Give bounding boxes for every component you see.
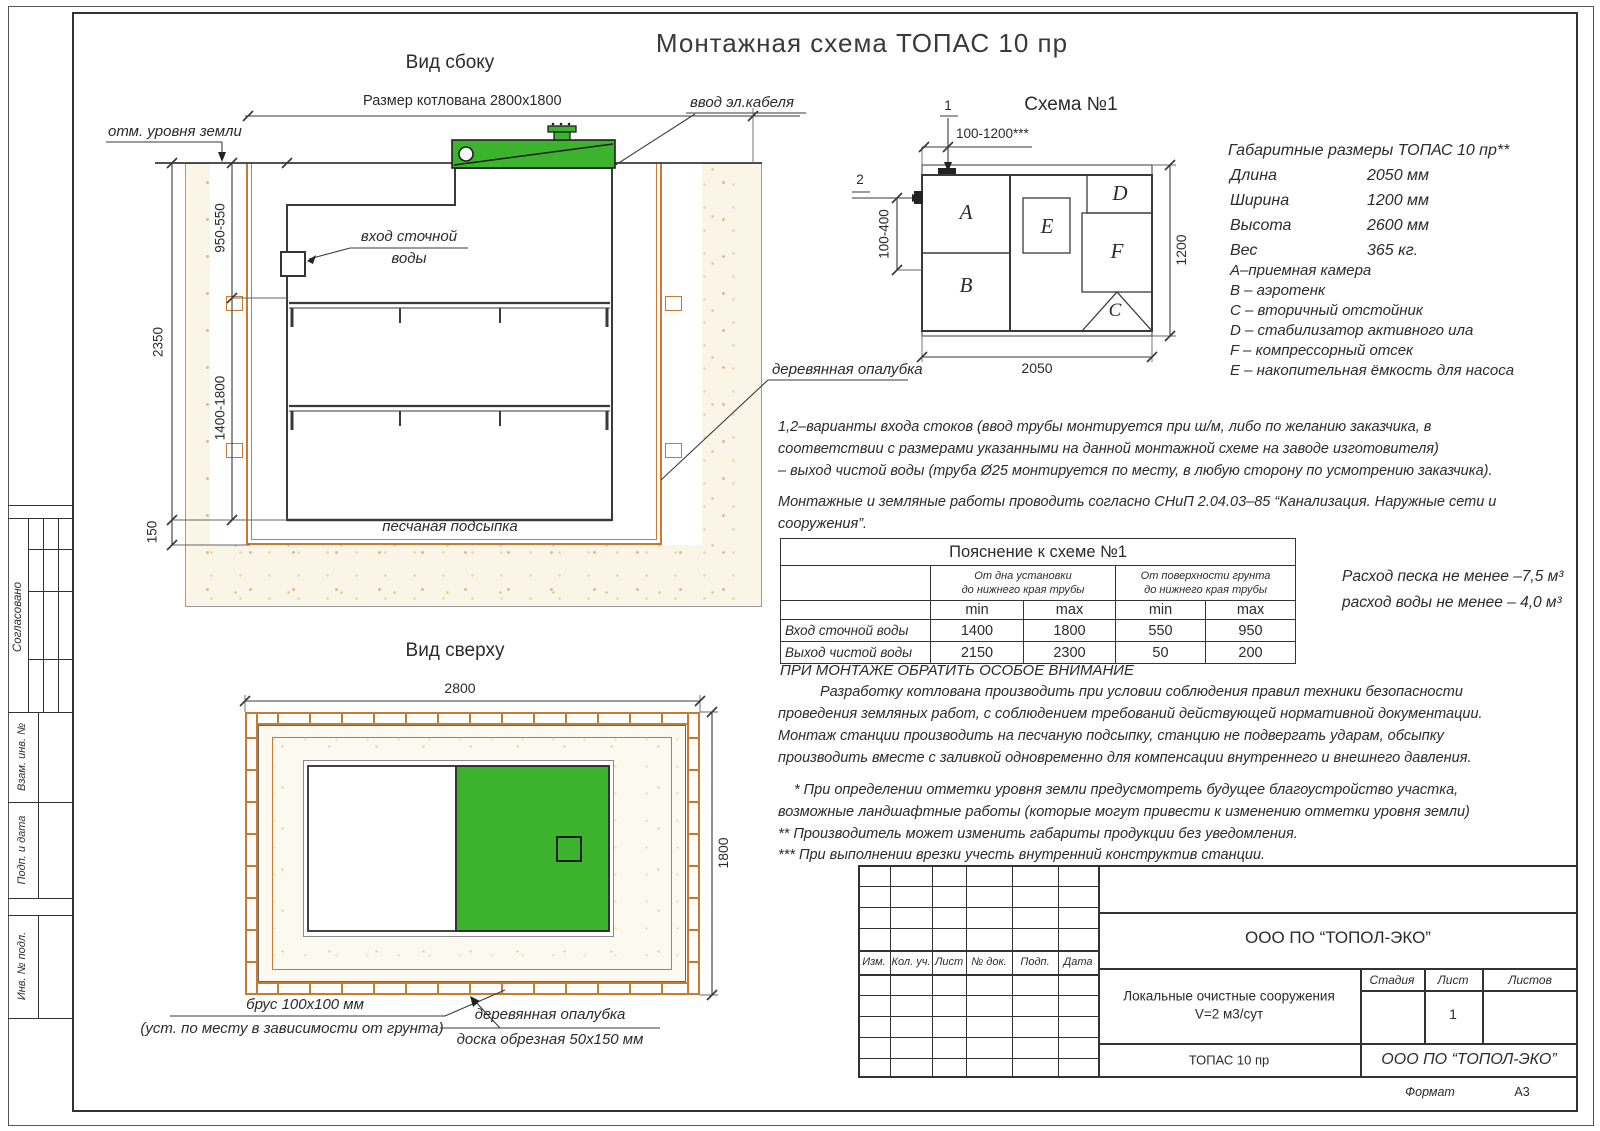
sand-consumption: Расход песка не менее –7,5 м³	[1342, 568, 1564, 585]
snip-line-2: сооружения”.	[778, 516, 868, 532]
beam-label-1: брус 100x100 мм	[246, 996, 364, 1013]
compartment-b: B	[959, 273, 973, 297]
tb-company-2: ООО ПО “ТОПОЛ-ЭКО”	[1381, 1051, 1557, 1068]
table-group1-header: От дна установки до нижнего края трубы	[931, 566, 1116, 601]
schema1-dim-top: 100-1200***	[956, 126, 1029, 141]
spec-value-length: 2050 мм	[1367, 167, 1429, 184]
tb-col-kol: Кол. уч.	[891, 956, 931, 968]
sidebar-label-vzam: Взам. инв. №	[16, 722, 28, 792]
formwork-label-top-2: доска обрезная 50x150 мм	[456, 1031, 644, 1048]
tb-col-podp: Подп.	[1020, 956, 1050, 968]
compartment-f: F	[1110, 239, 1124, 263]
attention-heading: ПРИ МОНТАЖЕ ОБРАТИТЬ ОСОБОЕ ВНИМАНИЕ	[780, 662, 1135, 679]
topview-dim-height: 1800	[715, 837, 731, 869]
tb-sheet-number: 1	[1449, 1006, 1457, 1022]
schema1-marker-2: 2	[856, 172, 864, 187]
sidebar-label-podp: Подп. и дата	[16, 815, 28, 885]
attention-line-3: Монтаж станции производить на песчаную подсыпку, станцию не подвергать ударам, обсыпку	[778, 728, 1444, 744]
compartment-d: D	[1112, 181, 1128, 205]
compartment-e: E	[1040, 214, 1054, 238]
tb-object-1: Локальные очистные сооружения	[1123, 988, 1335, 1004]
dim-950-550: 950-550	[212, 203, 228, 253]
spec-value-height: 2600 мм	[1367, 217, 1429, 234]
sidebar-label-agreed: Согласовано	[12, 581, 24, 653]
pit-size-label: Размер котлована 2800x1800	[363, 93, 562, 109]
tb-product: ТОПАС 10 пр	[1188, 1052, 1270, 1068]
legend-c: С – вторичный отстойник	[1230, 302, 1423, 319]
spec-label-height: Высота	[1230, 217, 1292, 234]
cable-entry-label: ввод эл.кабеля	[690, 94, 794, 111]
dim-150: 150	[144, 520, 160, 544]
sand-bed-label: песчаная подсыпка	[382, 518, 518, 535]
legend-f: F – компрессорный отсек	[1230, 342, 1414, 359]
tb-stage: Стадия	[1369, 973, 1415, 987]
legend-b: В – аэротенк	[1230, 282, 1326, 299]
spec-value-width: 1200 мм	[1367, 192, 1429, 209]
tb-sheets: Листов	[1508, 973, 1552, 987]
beam-label-2: (уст. по месту в зависимости от грунта)	[140, 1020, 444, 1037]
explanation-table	[780, 538, 1296, 664]
table-corner-cell	[781, 566, 931, 601]
attention-line-2: проведения земляных работ, с соблюдением требований действующей нормативной документации.	[778, 706, 1483, 722]
ground-level-label: отм. уровня земли	[108, 123, 242, 140]
dim-1400-1800: 1400-1800	[212, 375, 228, 441]
table-min2: min	[1116, 601, 1206, 620]
table-min1: min	[931, 601, 1024, 620]
spec-label-length: Длина	[1230, 167, 1277, 184]
spec-label-width: Ширина	[1230, 192, 1290, 209]
compartment-a: A	[959, 200, 973, 224]
sidebar-label-inv: Инв. № подл.	[16, 931, 28, 1001]
table-max1: max	[1024, 601, 1116, 620]
specs-heading: Габаритные размеры ТОПАС 10 пр**	[1228, 142, 1510, 159]
variants-line-3: – выход чистой воды (труба Ø25 монтируется по месту, в любую сторону по усмотрению заказчика).	[778, 463, 1493, 479]
tb-object-2: V=2 м3/сут	[1194, 1006, 1264, 1022]
footnote-3: *** При выполнении врезки учесть внутренний конструктив станции.	[778, 847, 1266, 863]
footnote-1: * При определении отметки уровня земли предусмотреть будущее благоустройство участка,	[794, 782, 1459, 798]
tb-col-izm: Изм.	[862, 956, 886, 968]
table-title: Пояснение к схеме №1	[781, 539, 1296, 566]
compartment-c: C	[1108, 300, 1122, 321]
table-row: Вход сточной воды 1400 1800 550 950	[781, 620, 1296, 642]
variants-line-1: 1,2–варианты входа стоков (ввод трубы монтируется при ш/м, либо по желанию заказчика, в	[778, 419, 1432, 435]
table-row: Выход чистой воды 2150 2300 50 200	[781, 642, 1296, 664]
schema1-dim-left: 100-400	[876, 209, 892, 259]
inlet-label-2: воды	[391, 250, 427, 267]
tb-col-doc: № док.	[971, 956, 1007, 968]
variants-line-2: соответствии с размерами указанными на данной монтажной схеме на заводе изготовителя)	[778, 441, 1439, 457]
footnote-2: ** Производитель может изменить габариты продукции без уведомления.	[778, 826, 1298, 842]
page-title: Монтажная схема ТОПАС 10 пр	[655, 28, 1069, 58]
format-value: А3	[1514, 1085, 1530, 1099]
side-view-title: Вид сбоку	[405, 52, 495, 73]
attention-line-4: производить вместе с заливкой одновременно для компенсации внутреннего и внешнего давления.	[778, 750, 1472, 766]
schema1-title: Схема №1	[1024, 94, 1118, 115]
topview-dim-width: 2800	[444, 680, 476, 696]
tb-col-list: Лист	[934, 956, 964, 968]
spec-label-weight: Вес	[1230, 242, 1258, 259]
legend-d: D – стабилизатор активного ила	[1230, 322, 1474, 339]
tb-sheet: Лист	[1437, 973, 1469, 987]
formwork-label-side: деревянная опалубка	[772, 361, 923, 378]
tb-company: ООО ПО “ТОПОЛ-ЭКО”	[1245, 928, 1431, 947]
attention-line-1: Разработку котлована производить при условии соблюдения правил техники безопасности	[820, 684, 1463, 700]
snip-line-1: Монтажные и земляные работы проводить согласно СНиП 2.04.03–85 “Канализация. Наружные сети и	[778, 494, 1497, 510]
top-view-title: Вид сверху	[405, 640, 505, 661]
footnote-1b: возможные ландшафтные работы (которые могут привести к изменению отметки уровня земли)	[778, 804, 1470, 820]
dim-2350: 2350	[150, 326, 166, 358]
schema1-dim-height: 1200	[1173, 234, 1189, 266]
legend-e: Е – накопительная ёмкость для насоса	[1230, 362, 1515, 379]
tb-col-data: Дата	[1063, 956, 1093, 968]
inlet-label-1: вход сточной	[360, 228, 458, 245]
schema1-dim-width: 2050	[1021, 360, 1053, 376]
formwork-label-top-1: деревянная опалубка	[474, 1006, 626, 1023]
spec-value-weight: 365 кг.	[1367, 242, 1419, 259]
water-consumption: расход воды не менее – 4,0 м³	[1342, 594, 1562, 611]
legend-a: А–приемная камера	[1230, 262, 1372, 279]
explanation-table-wrap	[780, 538, 1296, 664]
table-max2: max	[1206, 601, 1296, 620]
format-label: Формат	[1405, 1085, 1455, 1099]
schema1-marker-1: 1	[944, 98, 952, 113]
table-group2-header: От поверхности грунта до нижнего края трубы	[1116, 566, 1296, 601]
